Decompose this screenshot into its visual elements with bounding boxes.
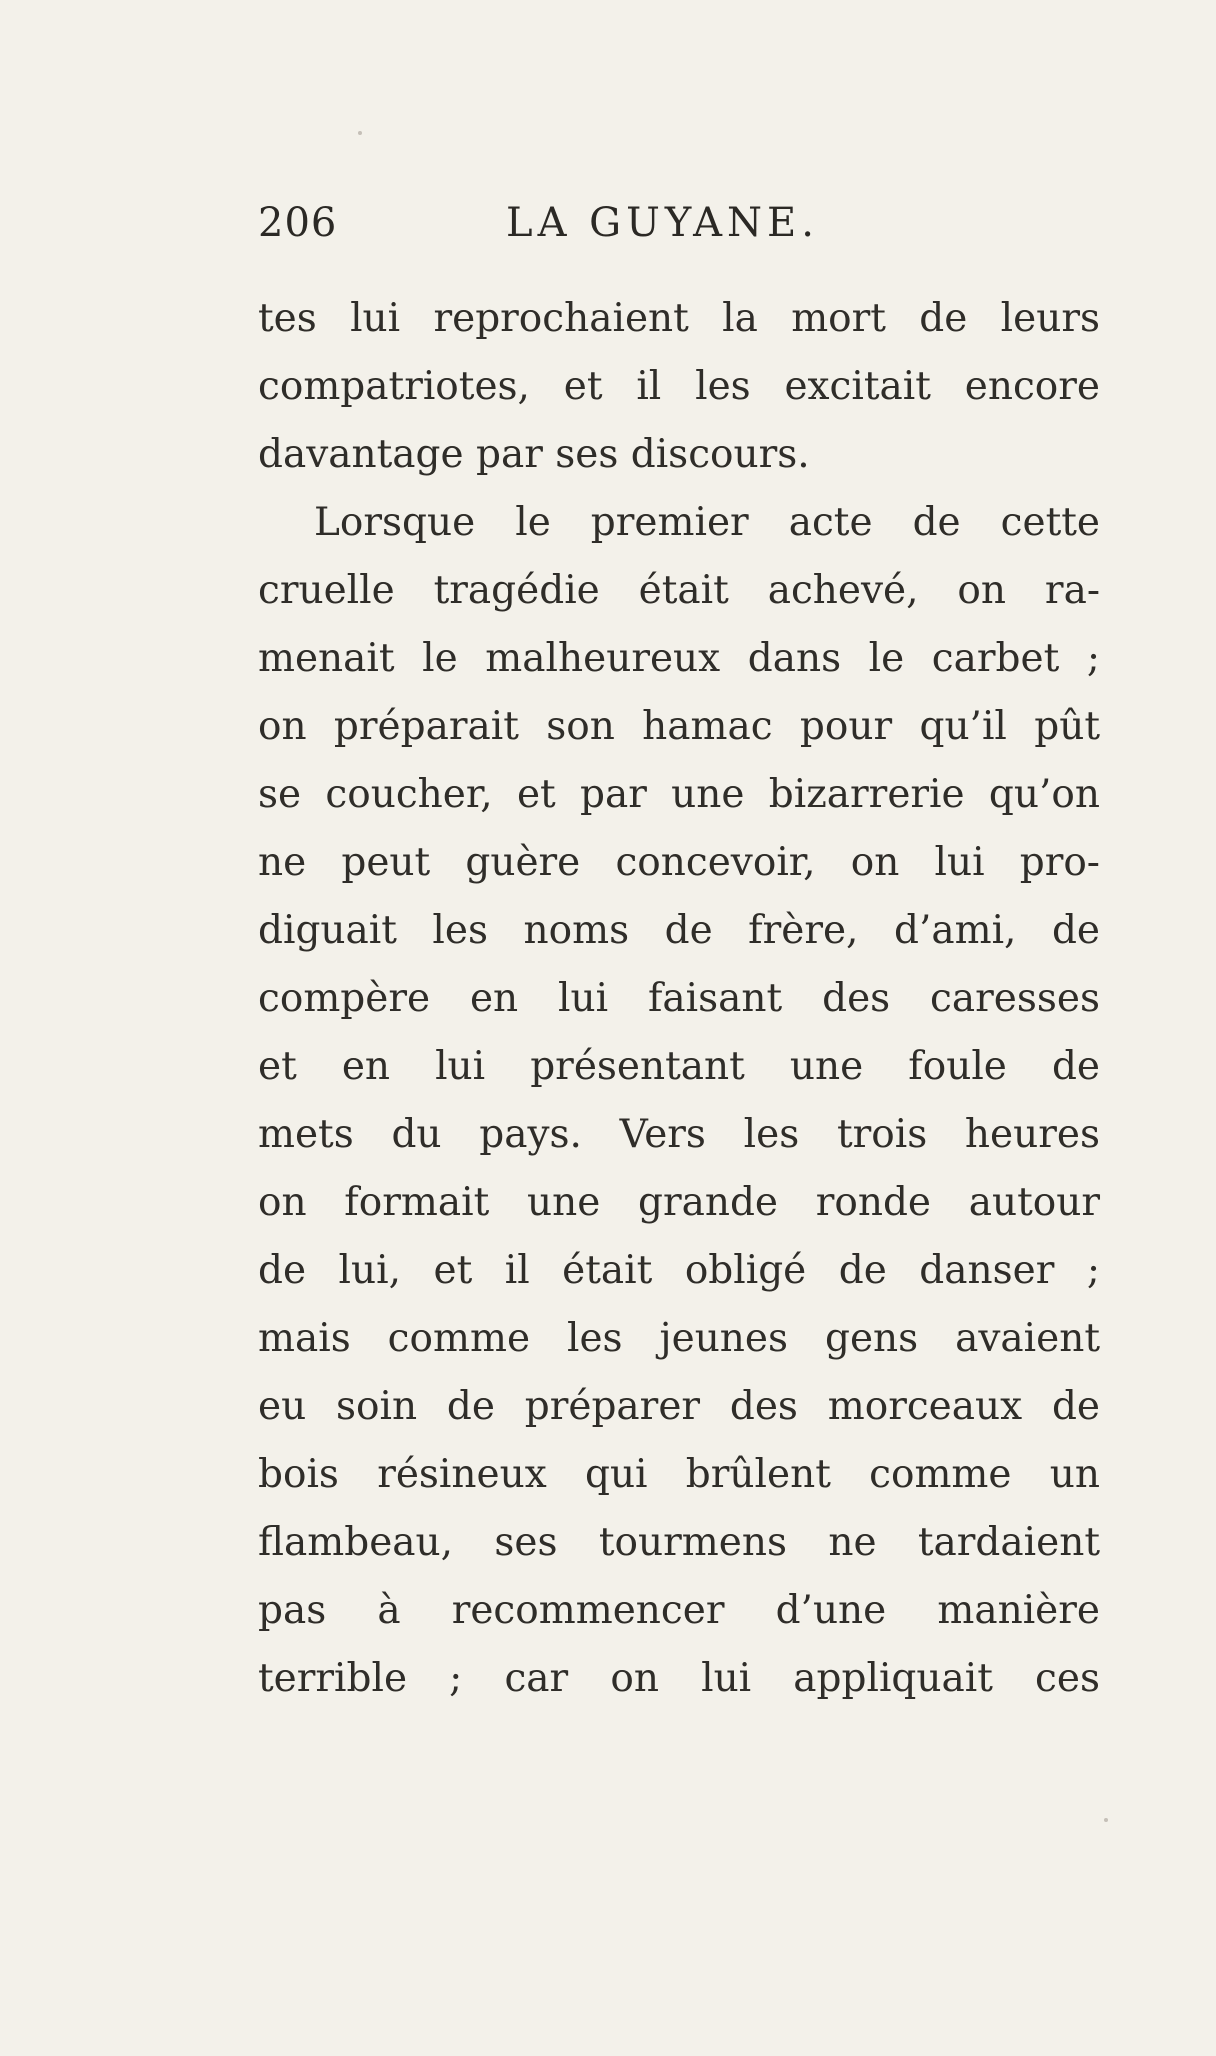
text-line: compatriotes, et il les excitait encore [258, 364, 1100, 409]
text-line: terrible ; car on lui appliquait ces [258, 1656, 1100, 1701]
text-line: de lui, et il était obligé de danser ; [258, 1248, 1100, 1293]
text-line: et en lui présentant une foule de [258, 1044, 1100, 1089]
text-line: on formait une grande ronde autour [258, 1180, 1100, 1225]
text-line: eu soin de préparer des morceaux de [258, 1384, 1100, 1429]
text-line: Lorsque le premier acte de cette [314, 500, 1100, 545]
text-line: mais comme les jeunes gens avaient [258, 1316, 1100, 1361]
text-line: bois résineux qui brûlent comme un [258, 1452, 1100, 1497]
text-line: flambeau, ses tourmens ne tardaient [258, 1520, 1100, 1565]
text-line: ne peut guère concevoir, on lui pro- [258, 840, 1100, 885]
text-line: compère en lui faisant des caresses [258, 976, 1100, 1021]
running-title: LA GUYANE. [506, 200, 819, 246]
text-line: pas à recommencer d’une manière [258, 1588, 1100, 1633]
text-line: cruelle tragédie était achevé, on ra- [258, 568, 1100, 613]
paper-speck [358, 131, 362, 135]
text-line: menait le malheureux dans le carbet ; [258, 636, 1100, 681]
page-number: 206 [258, 200, 338, 246]
text-line: on préparait son hamac pour qu’il pût [258, 704, 1100, 749]
page-header [258, 198, 898, 248]
paper-speck [1104, 1818, 1108, 1822]
text-line: mets du pays. Vers les trois heures [258, 1112, 1100, 1157]
body-text [258, 285, 1100, 1713]
text-line: davantage par ses discours. [258, 432, 810, 477]
text-line: se coucher, et par une bizarrerie qu’on [258, 772, 1100, 817]
text-line: diguait les noms de frère, d’ami, de [258, 908, 1100, 953]
text-line: tes lui reprochaient la mort de leurs [258, 296, 1100, 341]
